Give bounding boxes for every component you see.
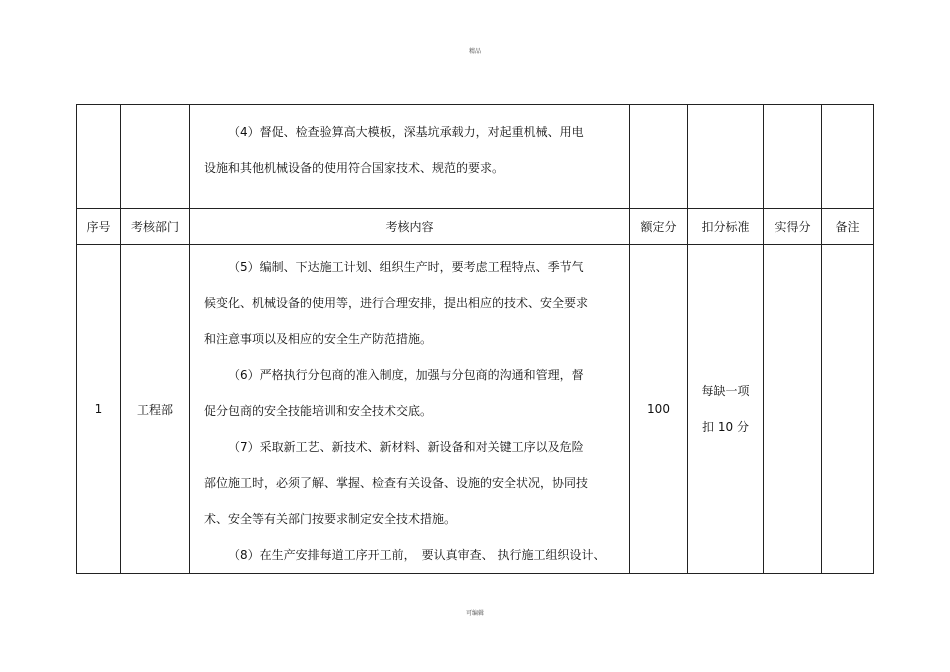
continued-rated-cell [630, 105, 688, 209]
header-watermark: 精品 [468, 48, 481, 55]
header-deduct: 扣分标准 [688, 209, 764, 245]
content-line: 部位施工时，必须了解、掌握、检查有关设备、设施的安全状况，协同技 [204, 476, 589, 490]
deduct-line: 扣 10 分 [702, 420, 749, 434]
header-seq: 序号 [77, 209, 121, 245]
content-line: 候变化、机械设备的使用等，进行合理安排，提出相应的技术、安全要求 [204, 296, 589, 310]
content-line: （7）采取新工艺、新技术、新材料、新设备和对关键工序以及危险 [228, 440, 584, 454]
header-row [77, 209, 874, 245]
content-line: （6）严格执行分包商的准入制度，加强与分包商的沟通和管理，督 [228, 368, 584, 382]
header-remark: 备注 [822, 209, 874, 245]
row-deduct [688, 245, 764, 574]
continued-dept-cell [121, 105, 190, 209]
row-seq: 1 [77, 245, 121, 574]
content-line: （8）在生产安排每道工序开工前， 要认真审查、 执行施工组织设计、 [228, 548, 606, 562]
content-line: （5）编制、下达施工计划、组织生产时，要考虑工程特点、季节气 [228, 260, 584, 274]
continued-remark-cell [822, 105, 874, 209]
continued-deduct-cell [688, 105, 764, 209]
row-rated: 100 [630, 245, 688, 574]
continued-seq-cell [77, 105, 121, 209]
continued-actual-cell [764, 105, 822, 209]
header-dept: 考核部门 [121, 209, 190, 245]
row-actual [764, 245, 822, 574]
continued-row [77, 105, 874, 209]
row-remark [822, 245, 874, 574]
assessment-table [76, 104, 874, 574]
table-row [77, 245, 874, 574]
content-line: 促分包商的安全技能培训和安全技术交底。 [204, 404, 433, 418]
header-content: 考核内容 [190, 209, 630, 245]
deduct-line: 每缺一项 [701, 384, 750, 398]
row-content [190, 245, 630, 574]
content-line: 和注意事项以及相应的安全生产防范措施。 [204, 332, 433, 346]
row-dept: 工程部 [121, 245, 190, 574]
header-actual: 实得分 [764, 209, 822, 245]
continued-content-cell [190, 105, 630, 209]
header-rated: 额定分 [630, 209, 688, 245]
content-line: （4）督促、检查验算高大模板，深基坑承载力，对起重机械、用电 [228, 125, 584, 139]
content-line: 设施和其他机械设备的使用符合国家技术、规范的要求。 [204, 161, 505, 175]
content-line: 术、安全等有关部门按要求制定安全技术措施。 [204, 512, 457, 526]
footer-watermark: 可编辑 [465, 610, 484, 617]
